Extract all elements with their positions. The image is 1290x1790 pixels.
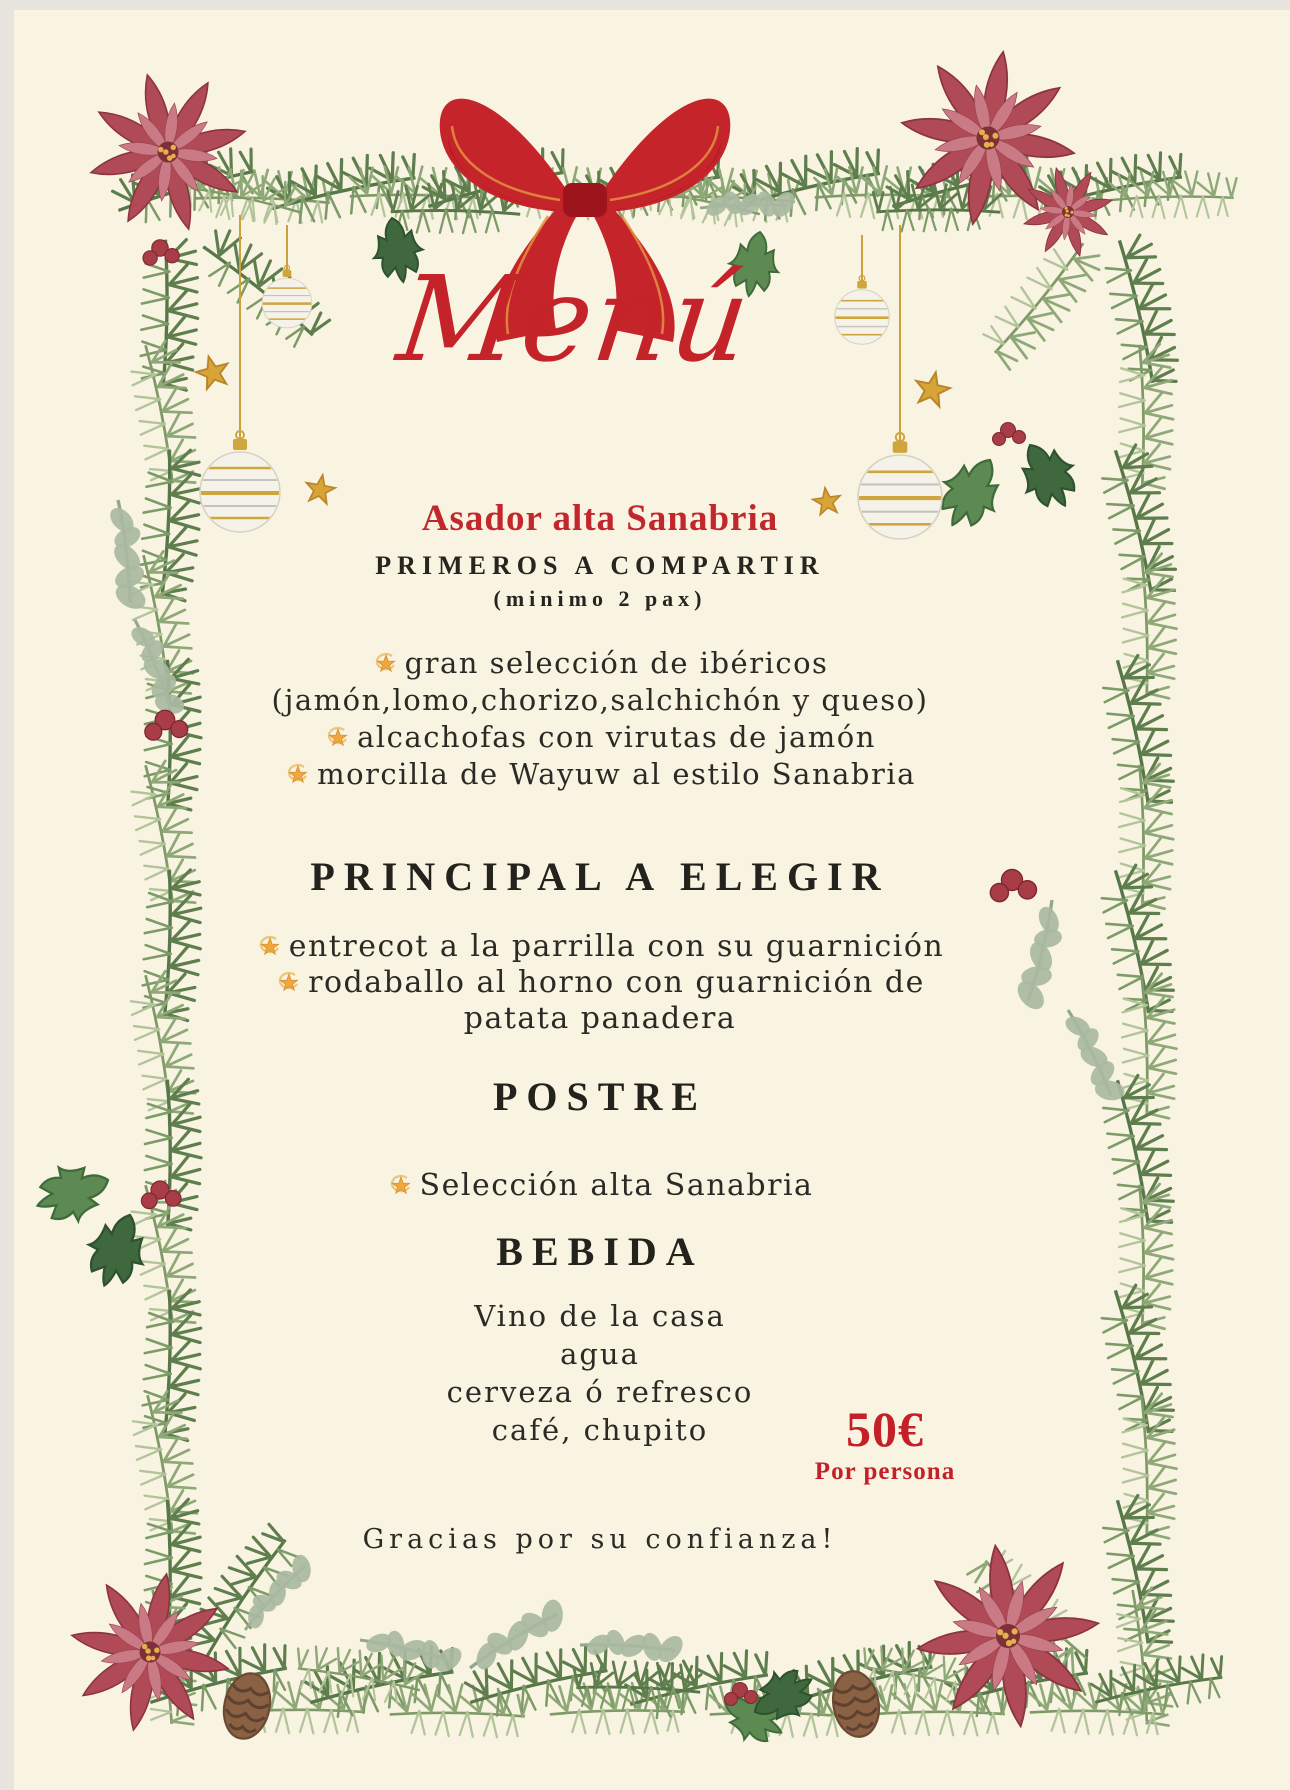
menu-item-text: (jamón,lomo,chorizo,salchichón y queso)	[271, 683, 929, 717]
menu-item	[250, 682, 950, 719]
menu-item-text: alcachofas con virutas de jamón	[357, 720, 876, 754]
section-subtitle-primeros: (minimo 2 pax)	[493, 586, 707, 611]
star-bullet-icon	[387, 1168, 420, 1203]
menu-item-text: entrecot a la parrilla con su guarnición	[288, 929, 945, 964]
menu-item	[250, 1297, 950, 1335]
star-bullet-icon	[284, 757, 317, 791]
section-title-principal: PRINCIPAL A ELEGIR	[310, 854, 890, 899]
menu-item-text: morcilla de Wayuw al estilo Sanabria	[317, 757, 916, 791]
menu-item-text: Selección alta Sanabria	[419, 1168, 814, 1203]
section-title-postre: POSTRE	[492, 1074, 708, 1119]
star-bullet-icon	[372, 646, 405, 680]
price-amount: 50€	[846, 1401, 924, 1457]
menu-item	[250, 1335, 950, 1373]
menu-item	[250, 1167, 950, 1204]
star-bullet-icon	[256, 929, 289, 964]
star-bullet-icon	[275, 965, 308, 1000]
menu-item	[250, 965, 950, 1037]
menu-item-text: agua	[560, 1337, 640, 1371]
star-bullet-icon	[324, 720, 357, 754]
menu-item-text: Vino de la casa	[474, 1299, 726, 1333]
postre-items-list	[250, 1167, 950, 1204]
restaurant-name: Asador alta Sanabria	[421, 498, 779, 539]
price-per-person: Por persona	[814, 1458, 956, 1485]
principal-items-list	[250, 929, 950, 1037]
section-title-primeros: PRIMEROS A COMPARTIR	[375, 551, 825, 580]
menu-item	[250, 756, 950, 793]
menu-item	[250, 719, 950, 756]
thanks-message: Gracias por su confianza!	[362, 1524, 838, 1555]
menu-item-text: cerveza ó refresco	[446, 1375, 754, 1409]
menu-title: Menú	[391, 250, 759, 388]
primeros-items-list	[250, 645, 950, 793]
menu-item-text: gran selección de ibéricos	[404, 646, 829, 680]
menu-item-text: café, chupito	[491, 1413, 709, 1447]
section-title-bebida: BEBIDA	[496, 1229, 704, 1274]
menu-item	[250, 929, 950, 965]
menu-item	[250, 645, 950, 682]
menu-item-text: rodaballo al horno con guarnición de patata panadera	[308, 965, 925, 1036]
